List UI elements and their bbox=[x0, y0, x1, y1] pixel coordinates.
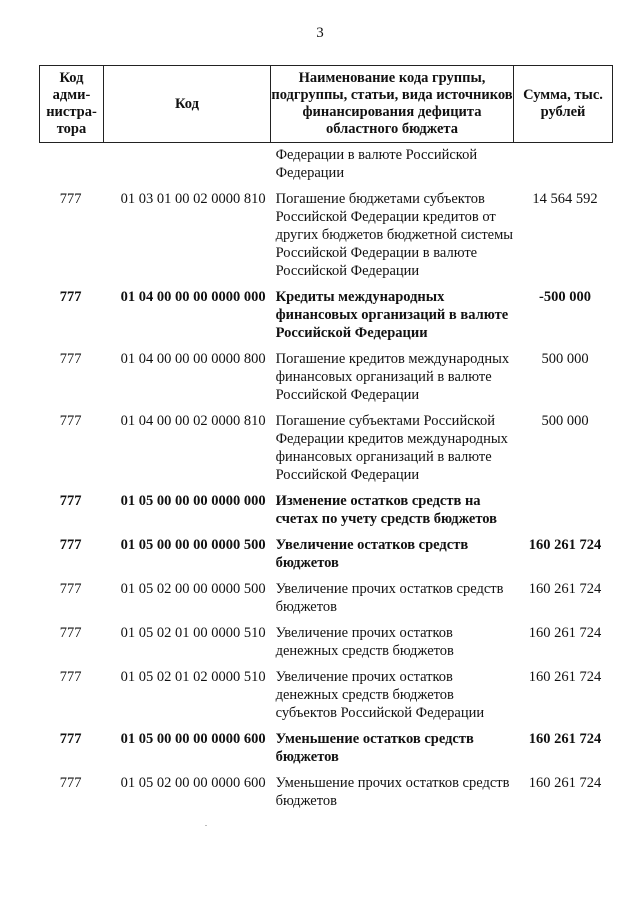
row-admin-code: 777 bbox=[59, 731, 82, 747]
row-admin-code bbox=[39, 146, 102, 182]
row-admin-code: 777 bbox=[59, 581, 82, 597]
row-amount: -500 000 bbox=[539, 289, 591, 305]
table-body bbox=[39, 146, 612, 818]
table-row bbox=[39, 288, 612, 342]
row-name: Уменьшение прочих остатков средств бюджетов bbox=[275, 775, 510, 809]
row-admin-code: 777 bbox=[59, 625, 82, 641]
row-name: Погашение субъектами Российской Федерации кредитов международных финансовых организаций в валюте Российской Федерации bbox=[275, 413, 508, 483]
row-code: 01 05 00 00 00 0000 600 bbox=[120, 731, 266, 747]
row-code: 01 05 02 01 00 0000 510 bbox=[120, 625, 266, 641]
table-row bbox=[39, 350, 612, 404]
row-code: 01 05 02 01 02 0000 510 bbox=[120, 669, 266, 685]
row-name: Увеличение прочих остатков денежных средств бюджетов субъектов Российской Федерации bbox=[275, 669, 485, 721]
row-amount: 160 261 724 bbox=[528, 625, 602, 641]
table-row bbox=[39, 190, 612, 280]
table-row bbox=[39, 624, 612, 660]
table-row bbox=[39, 730, 612, 766]
scan-speck bbox=[205, 825, 207, 826]
row-admin-code: 777 bbox=[59, 775, 82, 791]
row-admin-code: 777 bbox=[59, 669, 82, 685]
header-amount: Сумма, тыс. рублей bbox=[514, 66, 613, 143]
table-row bbox=[39, 536, 612, 572]
row-name: Уменьшение остатков средств бюджетов bbox=[275, 731, 474, 765]
row-admin-code: 777 bbox=[59, 351, 82, 367]
table-row bbox=[39, 412, 612, 484]
table-row bbox=[39, 774, 612, 810]
row-amount: 160 261 724 bbox=[528, 731, 602, 747]
row-admin-code: 777 bbox=[59, 289, 82, 305]
row-name: Увеличение остатков средств бюджетов bbox=[275, 537, 469, 571]
table-row bbox=[39, 580, 612, 616]
row-amount bbox=[518, 146, 612, 182]
table-row bbox=[39, 146, 612, 182]
row-name: Изменение остатков средств на счетах по учету средств бюджетов bbox=[275, 493, 498, 527]
row-admin-code: 777 bbox=[59, 191, 82, 207]
row-amount: 500 000 bbox=[541, 413, 589, 429]
header-name: Наименование кода группы, подгруппы, статьи, вида источников финансирования дефицита областного бюджета bbox=[271, 66, 514, 143]
row-name: Увеличение прочих остатков денежных средств бюджетов bbox=[275, 625, 454, 659]
row-code: 01 04 00 00 02 0000 810 bbox=[120, 413, 266, 429]
row-code: 01 05 02 00 00 0000 600 bbox=[120, 775, 266, 791]
row-code: 01 03 01 00 02 0000 810 bbox=[120, 191, 266, 207]
row-amount: 160 261 724 bbox=[528, 581, 602, 597]
table-header bbox=[39, 65, 613, 143]
table-row bbox=[39, 668, 612, 722]
row-name: Увеличение прочих остатков средств бюджетов bbox=[275, 581, 504, 615]
row-name: Погашение бюджетами субъектов Российской Федерации кредитов от других бюджетов бюджетной системы Российской Федерации в валюте Российской Федерации bbox=[275, 191, 514, 279]
page-number: 3 bbox=[316, 25, 324, 41]
row-code: 01 05 02 00 00 0000 500 bbox=[120, 581, 266, 597]
row-code: 01 05 00 00 00 0000 500 bbox=[120, 537, 266, 553]
row-name: Кредиты международных финансовых организаций в валюте Российской Федерации bbox=[275, 289, 509, 341]
table-row bbox=[39, 492, 612, 528]
header-code: Код bbox=[104, 66, 271, 143]
row-code: 01 04 00 00 00 0000 800 bbox=[120, 351, 266, 367]
row-amount: 14 564 592 bbox=[532, 191, 598, 207]
row-amount: 500 000 bbox=[541, 351, 589, 367]
row-admin-code: 777 bbox=[59, 413, 82, 429]
row-code: 01 04 00 00 00 0000 000 bbox=[120, 289, 266, 305]
row-code: 01 05 00 00 00 0000 000 bbox=[120, 493, 266, 509]
row-admin-code: 777 bbox=[59, 493, 82, 509]
row-amount: 160 261 724 bbox=[528, 537, 602, 553]
header-admin-code: Код адми-нистра-тора bbox=[40, 66, 104, 143]
row-name: Федерации в валюте Российской Федерации bbox=[275, 147, 478, 181]
row-amount: 160 261 724 bbox=[528, 775, 602, 791]
row-amount: 160 261 724 bbox=[528, 669, 602, 685]
row-admin-code: 777 bbox=[59, 537, 82, 553]
row-code bbox=[102, 146, 271, 182]
row-name: Погашение кредитов международных финансовых организаций в валюте Российской Федерации bbox=[275, 351, 510, 403]
row-amount bbox=[518, 492, 612, 528]
